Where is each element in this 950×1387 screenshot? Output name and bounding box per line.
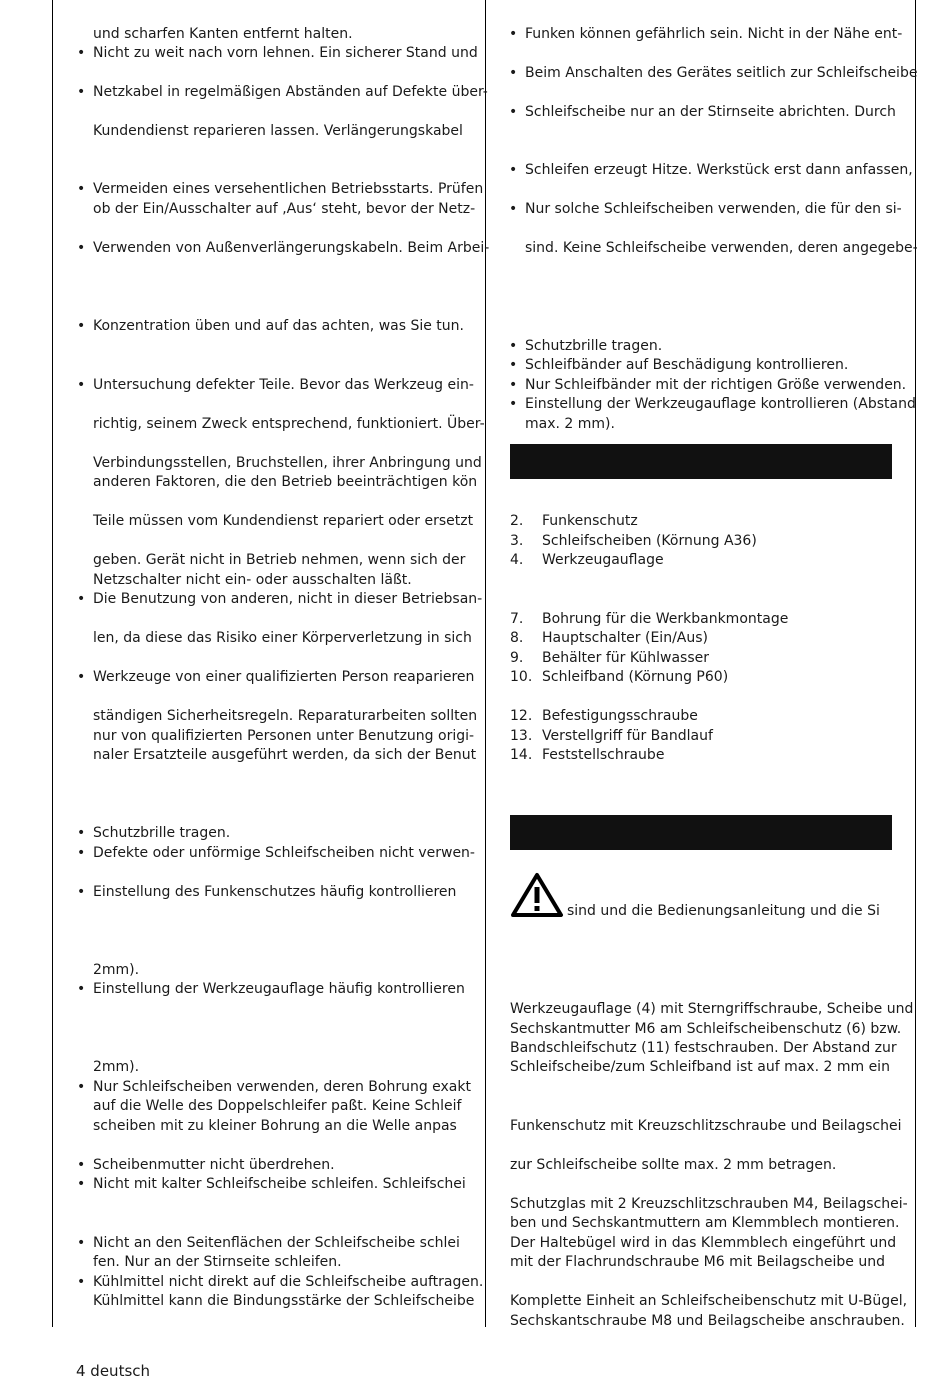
bullet-icon: • (509, 162, 518, 178)
assembly-text-line: Funkenschutz mit Kreuzschlitzschraube und Beilagschei (510, 1118, 902, 1134)
part-label: Behälter für Kühlwasser (542, 650, 709, 666)
text-line: Nicht an den Seitenflächen der Schleifscheibe schlei (93, 1235, 460, 1251)
part-number: 8. (510, 630, 524, 646)
part-label: Feststellschraube (542, 747, 665, 763)
text-line: Vermeiden eines versehentlichen Betriebsstarts. Prüfen (93, 181, 484, 197)
bullet-icon: • (77, 825, 86, 841)
assembly-text-line: Sechskantschraube M8 und Beilagscheibe anschrauben. (510, 1313, 905, 1329)
part-number: 4. (510, 552, 524, 568)
warning-triangle-icon (510, 872, 564, 918)
assembly-text-line: Der Haltebügel wird in das Klemmblech eingeführt und (510, 1235, 897, 1251)
text-line: Einstellung der Werkzeugauflage häufig kontrollieren (93, 981, 465, 997)
bullet-icon: • (77, 845, 86, 861)
text-line: Nicht mit kalter Schleifscheibe schleifen. Schleifschei (93, 1176, 466, 1192)
assembly-text-line: Schleifscheibe/zum Schleifband ist auf max. 2 mm ein (510, 1059, 890, 1075)
bullet-icon: • (77, 884, 86, 900)
text-line: Einstellung der Werkzeugauflage kontrollieren (Abstand (525, 396, 916, 412)
text-line: Beim Anschalten des Gerätes seitlich zur Schleifscheibe (525, 65, 918, 81)
section-header-bar (510, 444, 892, 479)
text-line: Funken können gefährlich sein. Nicht in der Nähe ent- (525, 26, 903, 42)
assembly-text-line: Sechskantmutter M6 am Schleifscheibenschutz (6) bzw. (510, 1021, 902, 1037)
bullet-icon: • (509, 104, 518, 120)
text-line: fen. Nur an der Stirnseite schleifen. (93, 1254, 342, 1270)
text-line: Teile müssen vom Kundendienst repariert oder ersetzt (93, 513, 474, 529)
part-label: Verstellgriff für Bandlauf (542, 728, 713, 744)
assembly-text-line: Komplette Einheit an Schleifscheibenschutz mit U-Bügel, (510, 1293, 908, 1309)
bullet-icon: • (509, 377, 518, 393)
text-line: Die Benutzung von anderen, nicht in dieser Betriebsan- (93, 591, 483, 607)
bullet-icon: • (509, 26, 518, 42)
text-line: naler Ersatzteile ausgeführt werden, da sich der Benut (93, 747, 477, 763)
part-number: 2. (510, 513, 524, 529)
assembly-text-line: Werkzeugauflage (4) mit Sterngriffschraube, Scheibe und (510, 1001, 914, 1017)
text-line: Schutzbrille tragen. (93, 825, 231, 841)
part-label: Schleifscheiben (Körnung A36) (542, 533, 757, 549)
bullet-icon: • (509, 338, 518, 354)
text-line: Kühlmittel nicht direkt auf die Schleifscheibe auftragen. (93, 1274, 484, 1290)
bullet-icon: • (77, 1274, 86, 1290)
bullet-icon: • (77, 318, 86, 334)
bullet-icon: • (77, 377, 86, 393)
text-line: max. 2 mm). (525, 416, 615, 432)
text-line: ständigen Sicherheitsregeln. Reparaturarbeiten sollten (93, 708, 478, 724)
bullet-icon: • (77, 84, 86, 100)
text-line: sind. Keine Schleifscheibe verwenden, deren angegebe- (525, 240, 918, 256)
bullet-icon: • (77, 1157, 86, 1173)
text-line: Nur Schleifscheiben verwenden, deren Bohrung exakt (93, 1079, 471, 1095)
text-line: scheiben mit zu kleiner Bohrung an die Welle anpas (93, 1118, 457, 1134)
center-column-rule (485, 0, 486, 1327)
part-number: 10. (510, 669, 533, 685)
text-line: len, da diese das Risiko einer Körperverletzung in sich (93, 630, 472, 646)
bullet-icon: • (509, 65, 518, 81)
part-number: 14. (510, 747, 533, 763)
bullet-icon: • (509, 396, 518, 412)
bullet-icon: • (77, 240, 86, 256)
bullet-icon: • (509, 357, 518, 373)
part-label: Werkzeugauflage (542, 552, 664, 568)
text-line: richtig, seinem Zweck entsprechend, funktioniert. Über- (93, 416, 485, 432)
text-line: Defekte oder unförmige Schleifscheiben nicht verwen- (93, 845, 475, 861)
right-column-rule (915, 0, 916, 1327)
bullet-icon: • (77, 1176, 86, 1192)
part-label: Befestigungsschraube (542, 708, 698, 724)
text-line: Verwenden von Außenverlängerungskabeln. Beim Arbei- (93, 240, 490, 256)
part-label: Hauptschalter (Ein/Aus) (542, 630, 708, 646)
text-line: Untersuchung defekter Teile. Bevor das Werkzeug ein- (93, 377, 474, 393)
text-line: Scheibenmutter nicht überdrehen. (93, 1157, 335, 1173)
text-line: Nur solche Schleifscheiben verwenden, die für den si- (525, 201, 902, 217)
text-line: Einstellung des Funkenschutzes häufig kontrollieren (93, 884, 457, 900)
assembly-text-line: ben und Sechskantmuttern am Klemmblech montieren. (510, 1215, 900, 1231)
assembly-text-line: mit der Flachrundschraube M6 mit Beilagscheibe und (510, 1254, 885, 1270)
text-line: Schleifscheibe nur an der Stirnseite abrichten. Durch (525, 104, 896, 120)
part-number: 12. (510, 708, 533, 724)
assembly-text-line: Bandschleifschutz (11) festschrauben. Der Abstand zur (510, 1040, 897, 1056)
part-number: 7. (510, 611, 524, 627)
bullet-icon: • (77, 45, 86, 61)
text-line: Kühlmittel kann die Bindungsstärke der Schleifscheibe (93, 1293, 475, 1309)
text-line: und scharfen Kanten entfernt halten. (93, 26, 353, 42)
text-line: ob der Ein/Ausschalter auf ‚Aus‘ steht, bevor der Netz- (93, 201, 476, 217)
part-number: 9. (510, 650, 524, 666)
part-number: 3. (510, 533, 524, 549)
part-label: Schleifband (Körnung P60) (542, 669, 729, 685)
part-number: 13. (510, 728, 533, 744)
bullet-icon: • (77, 181, 86, 197)
bullet-icon: • (77, 591, 86, 607)
text-line: Konzentration üben und auf das achten, was Sie tun. (93, 318, 464, 334)
text-line: auf die Welle des Doppelschleifer paßt. Keine Schleif (93, 1098, 462, 1114)
text-line: anderen Faktoren, die den Betrieb beeinträchtigen kön (93, 474, 478, 490)
text-line: Nur Schleifbänder mit der richtigen Größe verwenden. (525, 377, 907, 393)
text-line: Kundendienst reparieren lassen. Verlängerungskabel (93, 123, 463, 139)
part-label: Funkenschutz (542, 513, 638, 529)
text-line: Netzschalter nicht ein- oder ausschalten läßt. (93, 572, 412, 588)
bullet-icon: • (77, 981, 86, 997)
warning-text: sind und die Bedienungsanleitung und die Si (567, 903, 880, 919)
page-number: 4 deutsch (76, 1362, 151, 1380)
text-line: Netzkabel in regelmäßigen Abständen auf Defekte über- (93, 84, 488, 100)
part-label: Bohrung für die Werkbankmontage (542, 611, 789, 627)
bullet-icon: • (77, 1235, 86, 1251)
text-line: 2mm). (93, 1059, 140, 1075)
text-line: Schleifbänder auf Beschädigung kontrollieren. (525, 357, 849, 373)
bullet-icon: • (77, 669, 86, 685)
text-line: Schutzbrille tragen. (525, 338, 663, 354)
text-line: nur von qualifizierten Personen unter Benutzung origi- (93, 728, 475, 744)
text-line: Nicht zu weit nach vorn lehnen. Ein sicherer Stand und (93, 45, 478, 61)
assembly-text-line: Schutzglas mit 2 Kreuzschlitzschrauben M4, Beilagschei- (510, 1196, 908, 1212)
assembly-text-line: zur Schleifscheibe sollte max. 2 mm betragen. (510, 1157, 837, 1173)
bullet-icon: • (509, 201, 518, 217)
text-line: geben. Gerät nicht in Betrieb nehmen, wenn sich der (93, 552, 466, 568)
text-line: Werkzeuge von einer qualifizierten Person reaparieren (93, 669, 475, 685)
bullet-icon: • (77, 1079, 86, 1095)
text-line: 2mm). (93, 962, 140, 978)
text-line: Verbindungsstellen, Bruchstellen, ihrer Anbringung und (93, 455, 482, 471)
section-header-bar (510, 815, 892, 850)
text-line: Schleifen erzeugt Hitze. Werkstück erst dann anfassen, (525, 162, 913, 178)
left-column-rule (52, 0, 53, 1327)
